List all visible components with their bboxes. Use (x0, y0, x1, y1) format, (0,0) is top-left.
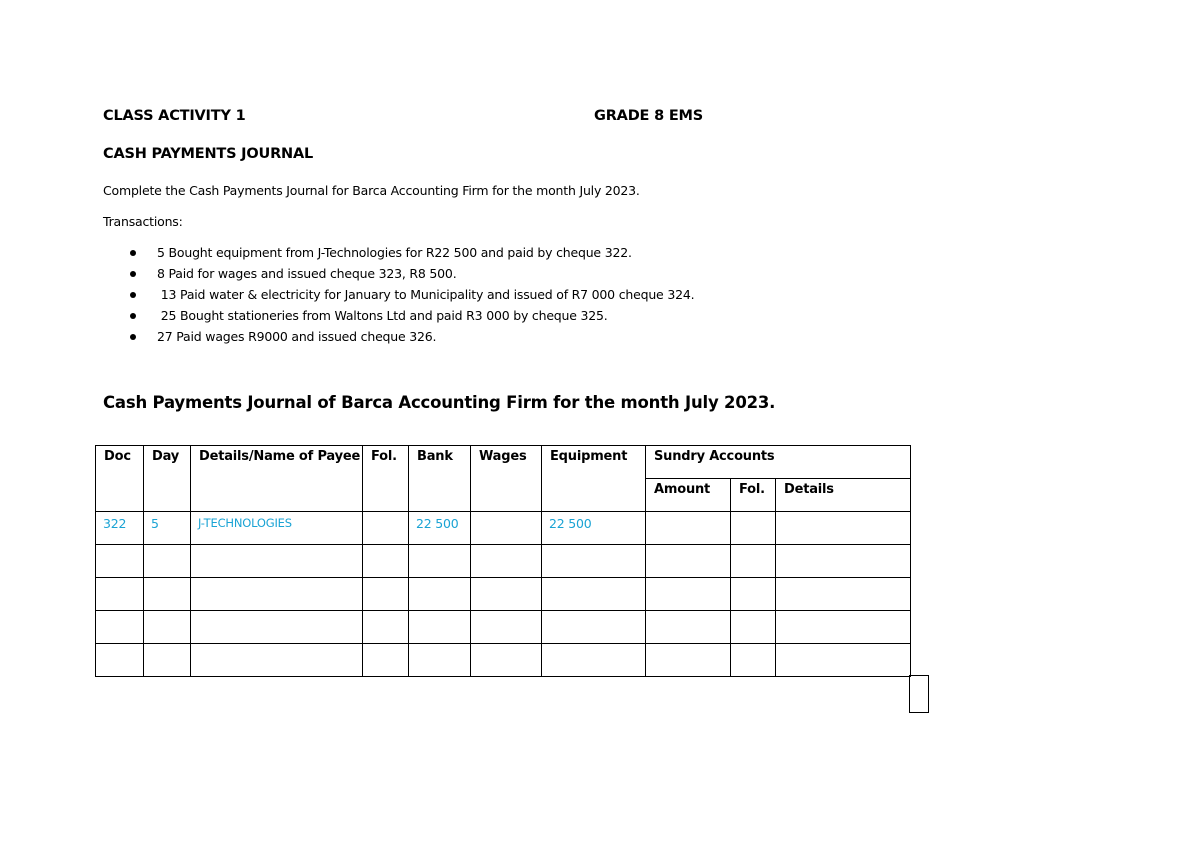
cell-details[interactable] (191, 545, 363, 578)
col-header-bank: Bank (409, 446, 471, 512)
col-header-details: Details/Name of Payee (191, 446, 363, 512)
cell-fol[interactable] (363, 644, 409, 677)
transaction-item: 8 Paid for wages and issued cheque 323, R8 500. (130, 266, 694, 287)
cell-doc[interactable] (96, 644, 144, 677)
cell-sundry-fol[interactable] (731, 611, 776, 644)
grade-heading: GRADE 8 EMS (594, 108, 703, 124)
transactions-label: Transactions: (103, 214, 183, 229)
cell-day[interactable] (144, 545, 191, 578)
cell-bank[interactable]: 22 500 (409, 512, 471, 545)
table-row (96, 578, 911, 611)
cell-sundry-amount[interactable] (646, 545, 731, 578)
col-header-day: Day (144, 446, 191, 512)
cell-sundry-amount[interactable] (646, 611, 731, 644)
table-row (96, 644, 911, 677)
cell-wages[interactable] (471, 611, 542, 644)
col-header-fol: Fol. (363, 446, 409, 512)
cell-wages[interactable] (471, 644, 542, 677)
cell-bank[interactable] (409, 578, 471, 611)
cell-equipment[interactable]: 22 500 (542, 512, 646, 545)
bullet-icon (130, 250, 136, 256)
cell-doc[interactable] (96, 611, 144, 644)
cell-fol[interactable] (363, 611, 409, 644)
cell-sundry-details[interactable] (776, 611, 911, 644)
cell-sundry-fol[interactable] (731, 578, 776, 611)
cell-sundry-details[interactable] (776, 512, 911, 545)
transaction-item: 13 Paid water & electricity for January to Municipality and issued of R7 000 cheque 324. (130, 287, 694, 308)
cell-equipment[interactable] (542, 545, 646, 578)
cell-sundry-amount[interactable] (646, 578, 731, 611)
bullet-icon (130, 292, 136, 298)
cell-bank[interactable] (409, 545, 471, 578)
col-header-sundry-details: Details (776, 479, 911, 512)
table-overflow-box (909, 675, 929, 713)
cell-equipment[interactable] (542, 578, 646, 611)
cell-details[interactable] (191, 644, 363, 677)
journal-title: Cash Payments Journal of Barca Accounting Firm for the month July 2023. (103, 393, 776, 412)
bullet-icon (130, 313, 136, 319)
cell-day[interactable]: 5 (144, 512, 191, 545)
cell-details[interactable] (191, 578, 363, 611)
table-row (96, 545, 911, 578)
cell-sundry-amount[interactable] (646, 644, 731, 677)
cell-day[interactable] (144, 611, 191, 644)
col-header-sundry-fol: Fol. (731, 479, 776, 512)
col-header-equipment: Equipment (542, 446, 646, 512)
cash-payments-journal-table (95, 445, 911, 677)
cell-sundry-details[interactable] (776, 644, 911, 677)
cell-equipment[interactable] (542, 611, 646, 644)
transactions-list (130, 245, 694, 350)
col-header-sundry-accounts: Sundry Accounts (646, 446, 911, 479)
cell-wages[interactable] (471, 545, 542, 578)
cell-sundry-fol[interactable] (731, 545, 776, 578)
transaction-item: 27 Paid wages R9000 and issued cheque 326. (130, 329, 694, 350)
cell-sundry-amount[interactable] (646, 512, 731, 545)
cell-doc[interactable]: 322 (96, 512, 144, 545)
bullet-icon (130, 271, 136, 277)
transaction-item: 5 Bought equipment from J-Technologies for R22 500 and paid by cheque 322. (130, 245, 694, 266)
col-header-sundry-amount: Amount (646, 479, 731, 512)
cell-fol[interactable] (363, 545, 409, 578)
col-header-wages: Wages (471, 446, 542, 512)
cell-bank[interactable] (409, 611, 471, 644)
cell-details[interactable]: J-TECHNOLOGIES (191, 512, 363, 545)
journal-heading: CASH PAYMENTS JOURNAL (103, 146, 314, 162)
cell-day[interactable] (144, 644, 191, 677)
cell-doc[interactable] (96, 578, 144, 611)
cell-fol[interactable] (363, 512, 409, 545)
cell-sundry-details[interactable] (776, 545, 911, 578)
cell-wages[interactable] (471, 578, 542, 611)
instructions-text: Complete the Cash Payments Journal for Barca Accounting Firm for the month July 2023. (103, 183, 640, 198)
cell-sundry-fol[interactable] (731, 512, 776, 545)
cell-sundry-details[interactable] (776, 578, 911, 611)
cell-fol[interactable] (363, 578, 409, 611)
col-header-doc: Doc (96, 446, 144, 512)
table-row (96, 512, 911, 545)
cell-day[interactable] (144, 578, 191, 611)
cell-equipment[interactable] (542, 644, 646, 677)
activity-heading: CLASS ACTIVITY 1 (103, 108, 246, 124)
bullet-icon (130, 334, 136, 340)
cell-sundry-fol[interactable] (731, 644, 776, 677)
table-row (96, 611, 911, 644)
cell-details[interactable] (191, 611, 363, 644)
transaction-item: 25 Bought stationeries from Waltons Ltd and paid R3 000 by cheque 325. (130, 308, 694, 329)
cell-bank[interactable] (409, 644, 471, 677)
cell-doc[interactable] (96, 545, 144, 578)
cell-wages[interactable] (471, 512, 542, 545)
